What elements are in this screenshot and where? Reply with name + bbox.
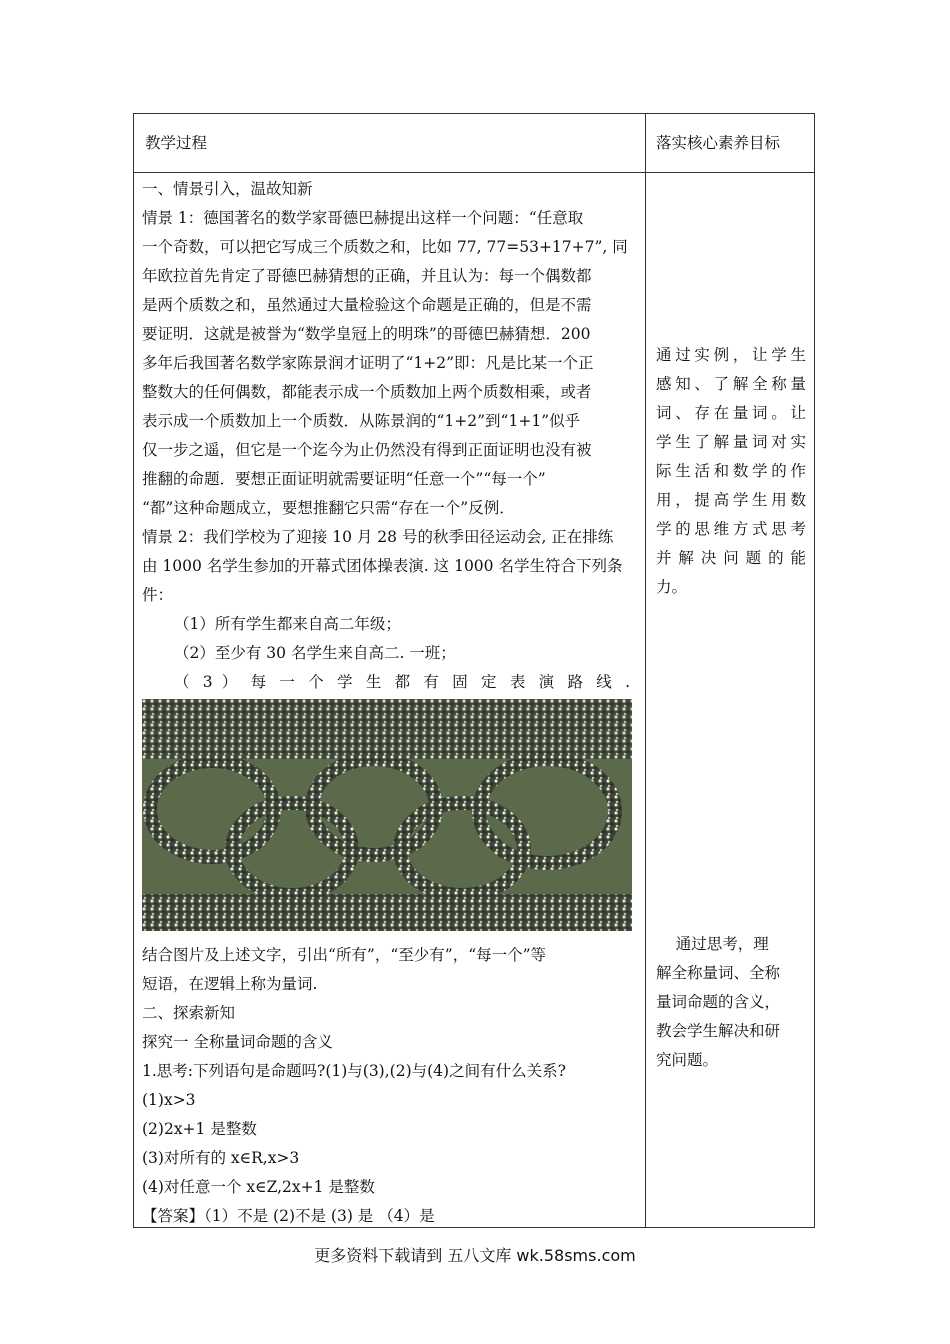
column-divider <box>645 114 646 1227</box>
header-divider <box>134 172 814 173</box>
goal-text-line: 量词命题的含义， <box>656 993 781 1011</box>
photo-illustration <box>142 699 632 931</box>
text-line: 1.思考:下列语句是命题吗?(1)与(3),(2)与(4)之间有什么关系? <box>142 1062 566 1080</box>
text-line: 仅一步之遥，但它是一个迄今为止仍然没有得到正面证明也没有被 <box>142 441 592 459</box>
text-line: 年欧拉首先肯定了哥德巴赫猜想的正确，并且认为：每一个偶数都 <box>142 267 592 285</box>
text-line: 由 1000 名学生参加的开幕式团体操表演. 这 1000 名学生符合下列条 <box>142 557 623 575</box>
header-teaching-process: 教学过程 <box>145 134 208 152</box>
goal-text-line: 学生了解量词对实 <box>656 433 806 451</box>
text-line: “都”这种命题成立，要想推翻它只需“存在一个”反例． <box>142 499 515 517</box>
text-line: (1)x>3 <box>142 1091 196 1109</box>
goal-text-line: 并解决问题的能 <box>656 549 806 567</box>
header-core-goals: 落实核心素养目标 <box>656 134 781 152</box>
text-line: 多年后我国著名数学家陈景润才证明了“1+2”即：凡是比某一个正 <box>142 354 594 372</box>
goal-block-1 <box>656 341 806 602</box>
answer-line: 【答案】（1）不是 (2)不是 (3) 是 （4）是 <box>142 1207 435 1225</box>
lesson-table <box>133 113 815 1228</box>
text-line: 探究一 全称量词命题的含义 <box>142 1033 333 1051</box>
text-line: 情景 1：德国著名的数学家哥德巴赫提出这样一个问题：“任意取 <box>142 209 584 227</box>
text-line: 是两个质数之和，虽然通过大量检验这个命题是正确的，但是不需 <box>142 296 592 314</box>
text-line: (2)2x+1 是整数 <box>142 1120 257 1138</box>
condition-item: （2）至少有 30 名学生来自高二. 一班； <box>174 644 456 662</box>
teaching-process-content <box>142 175 634 1231</box>
goal-text-line: 究问题。 <box>656 1051 719 1069</box>
footer-watermark: 更多资料下载请到 五八文库 wk.58sms.com <box>314 1246 636 1265</box>
goal-text-line: 教会学生解决和研 <box>656 1022 781 1040</box>
text-line: (3)对所有的 x∈R,x>3 <box>142 1149 300 1167</box>
text-line: 情景 2：我们学校为了迎接 10 月 28 号的秋季田径运动会, 正在排练 <box>142 528 614 546</box>
text-line: 结合图片及上述文字，引出“所有”，“至少有”，“每一个”等 <box>142 946 547 964</box>
goal-text-line: 解全称量词、全称 <box>656 964 781 982</box>
goal-text-line: 感知、了解全称量 <box>656 375 806 393</box>
text-line: 短语，在逻辑上称为量词. <box>142 975 318 993</box>
section-heading: 二、探索新知 <box>142 1004 236 1022</box>
text-line: 一个奇数，可以把它写成三个质数之和，比如 77, 77=53+17+7”, 同 <box>142 238 628 256</box>
goal-text-line: 词、存在量词。让 <box>656 404 806 422</box>
goal-text-line: 力。 <box>656 578 688 596</box>
text-line: 要证明．这就是被誉为“数学皇冠上的明珠”的哥德巴赫猜想．200 <box>142 325 591 343</box>
goal-text-line: 际生活和数学的作 <box>656 462 806 480</box>
condition-item: （1）所有学生都来自高二年级； <box>174 615 401 633</box>
goal-block-2 <box>656 930 806 1075</box>
text-line: (4)对任意一个 x∈Z,2x+1 是整数 <box>142 1178 375 1196</box>
text-line: 一、情景引入，温故知新 <box>142 180 313 198</box>
condition-item: （ 3 ） 每 一 个 学 生 都 有 固 定 表 演 路 线 . <box>174 673 630 691</box>
text-line: 整数大的任何偶数，都能表示成一个质数加上两个质数相乘，或者 <box>142 383 592 401</box>
goal-text-line: 学的思维方式思考 <box>656 520 806 538</box>
goal-text-line: 通过思考，理 <box>656 935 769 953</box>
text-line: 推翻的命题．要想正面证明就需要证明“任意一个”“每一个” <box>142 470 546 488</box>
olympic-rings-formation-photo <box>142 699 632 931</box>
text-line: 件： <box>142 586 174 604</box>
goal-text-line: 用，提高学生用数 <box>656 491 806 509</box>
goal-text-line: 通过实例，让学生 <box>656 346 806 364</box>
text-line: 表示成一个质数加上一个质数．从陈景润的“1+2”到“1+1”似乎 <box>142 412 581 430</box>
